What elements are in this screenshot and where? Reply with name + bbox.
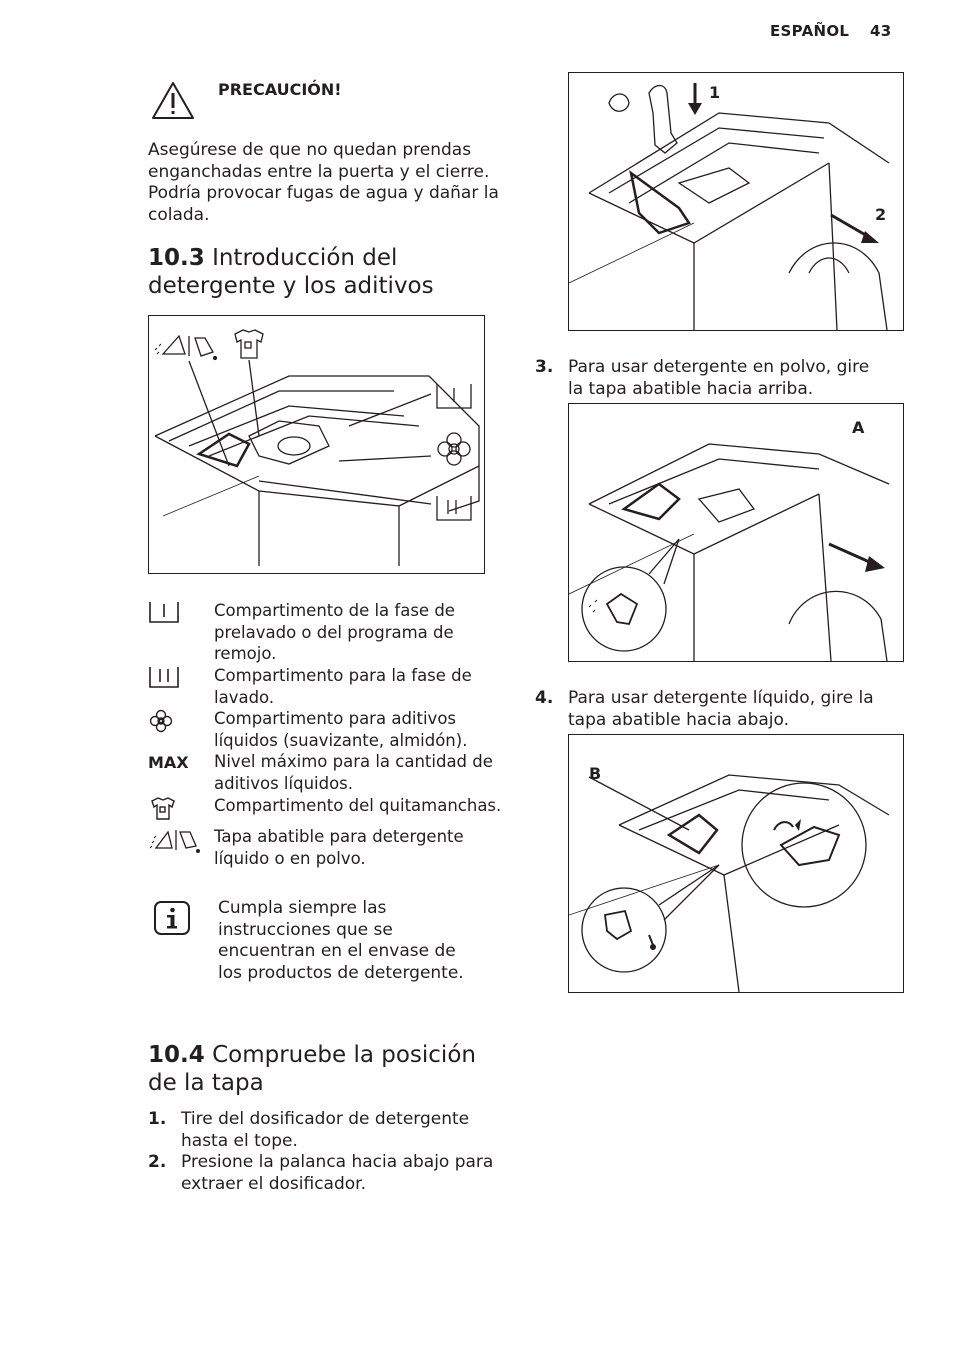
flap-down-liquid-figure: [568, 734, 904, 993]
step-3-number: 3.: [535, 357, 554, 377]
step-1-number: 1.: [148, 1109, 167, 1129]
legend-text-prewash: Compartimento de la fase de prelavado o del programa de remojo.: [214, 601, 455, 663]
arrow-label-1: 1: [709, 83, 721, 102]
legend-text-softener: Compartimento para aditivos líquidos (suavizante, almidón).: [214, 709, 468, 750]
wash-compartment-icon: [148, 665, 208, 691]
step-1-text: Tire del dosificador de detergente hasta el tope.: [181, 1109, 470, 1151]
step-4-number: 4.: [535, 688, 554, 708]
step-2-text: Presione la palanca hacia abajo para extraer el dosificador.: [181, 1152, 494, 1194]
legend-item-stain: [148, 795, 508, 823]
shirt-icon-figure: [235, 330, 263, 358]
step-3: [535, 357, 905, 401]
section-10-4-title-line1: Compruebe la posición: [212, 1042, 476, 1068]
section-10-3-heading: [148, 244, 508, 300]
wash-icon-figure: [437, 496, 471, 520]
section-10-4-title-line2: de la tapa: [148, 1070, 264, 1096]
legend-item-wash: [148, 665, 508, 707]
legend-text-stain: Compartimento del quitamanchas.: [214, 796, 502, 815]
flower-icon-figure: [438, 433, 470, 465]
stain-remover-shirt-icon: [148, 795, 208, 821]
step-4: [535, 688, 905, 732]
header-language: ESPAÑOL: [770, 22, 850, 40]
flap-powder-liquid-icon: [148, 826, 208, 854]
legend-text-wash: Compartimento para la fase de lavado.: [214, 666, 472, 707]
legend-item-flap: [148, 826, 508, 870]
caution-title: PRECAUCIÓN!: [218, 80, 342, 99]
prewash-compartment-icon: [148, 600, 208, 626]
legend-item-prewash: [148, 600, 508, 664]
figure-label-a: A: [852, 418, 865, 437]
caution-text: Asegúrese de que no quedan prendas enganchadas entre la puerta y el cierre. Podría provocar fugas de agua y dañar la colada.: [148, 140, 499, 225]
legend-item-max: [148, 751, 508, 793]
arrow-label-2: 2: [875, 205, 887, 224]
figure-label-b: B: [589, 764, 602, 783]
prewash-icon-figure: [437, 384, 471, 408]
step-1: [148, 1109, 508, 1153]
info-note-text: Cumpla siempre las instrucciones que se encuentran en el envase de los productos de detergente.: [218, 898, 464, 983]
legend-text-flap: Tapa abatible para detergente líquido o en polvo.: [214, 827, 464, 868]
section-10-3-title-line1: Introducción del: [212, 245, 398, 271]
section-10-4-heading: [148, 1041, 508, 1097]
info-icon: [152, 899, 192, 939]
legend-text-max: Nivel máximo para la cantidad de aditivos líquidos.: [214, 752, 493, 793]
step-2: [148, 1152, 508, 1196]
step-4-text: Para usar detergente líquido, gire la tapa abatible hacia abajo.: [568, 688, 874, 730]
warning-icon: [150, 80, 196, 122]
dispenser-compartments-figure: [148, 315, 485, 574]
section-10-4-number: 10.4: [148, 1042, 205, 1068]
step-3-text: Para usar detergente en polvo, gire la tapa abatible hacia arriba.: [568, 357, 870, 399]
section-10-3-title-line2: detergente y los aditivos: [148, 273, 434, 299]
legend-item-softener: [148, 708, 508, 750]
max-label: MAX: [148, 753, 189, 772]
flap-icon-figure: [155, 336, 217, 360]
step-2-number: 2.: [148, 1152, 167, 1172]
flower-softener-icon: [148, 708, 208, 734]
section-10-3-number: 10.3: [148, 245, 205, 271]
flap-up-powder-figure: [568, 403, 904, 662]
drawer-removal-figure: [568, 72, 904, 331]
page-number: 43: [870, 22, 892, 40]
